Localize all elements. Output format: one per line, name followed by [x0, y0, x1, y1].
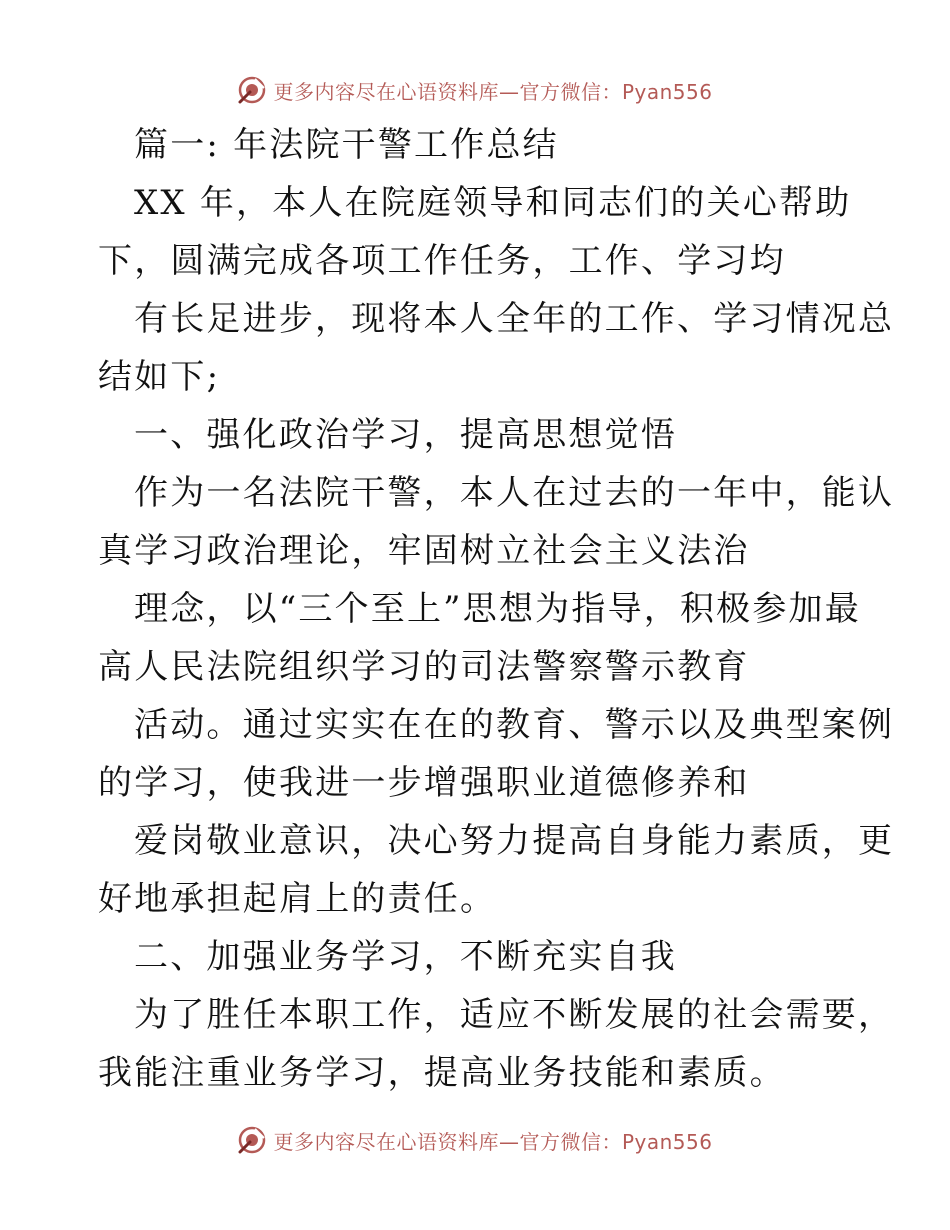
doc-title: 篇一: 年法院干警工作总结: [134, 125, 559, 165]
header-watermark: [0, 72, 950, 108]
pen-circle-logo-icon: [237, 75, 267, 105]
doc-line: XX 年，本人在院庭领导和同志们的关心帮助: [134, 183, 852, 223]
footer-watermark: [0, 1122, 950, 1158]
watermark-text: 更多内容尽在心语资料库—官方微信：Pyan556: [273, 1129, 713, 1154]
doc-line: 作为一名法院干警，本人在过去的一年中，能认: [134, 473, 895, 513]
section-heading-1: 一、强化政治学习，提高思想觉悟: [134, 415, 677, 455]
doc-line: 结如下;: [98, 357, 221, 397]
doc-line: 高人民法院组织学习的司法警察警示教育: [98, 647, 750, 687]
doc-line: 的学习，使我进一步增强职业道德修养和: [98, 763, 750, 803]
doc-line: 理念，以“三个至上”思想为指导，积极参加最: [134, 589, 861, 629]
doc-line: 好地承担起肩上的责任。: [98, 879, 497, 919]
doc-line: 爱岗敬业意识，决心努力提高自身能力素质，更: [134, 821, 895, 861]
doc-line: 为了胜任本职工作，适应不断发展的社会需要，: [134, 995, 895, 1035]
watermark-text: 更多内容尽在心语资料库—官方微信：Pyan556: [273, 79, 713, 104]
doc-line: 我能注重业务学习，提高业务技能和素质。: [98, 1053, 786, 1093]
doc-line: 下，圆满完成各项工作任务，工作、学习均: [98, 241, 786, 281]
doc-line: 活动。通过实实在在的教育、警示以及典型案例: [134, 705, 895, 745]
section-heading-2: 二、加强业务学习，不断充实自我: [134, 937, 677, 977]
pen-circle-logo-icon: [237, 1125, 267, 1155]
doc-line: 真学习政治理论，牢固树立社会主义法治: [98, 531, 750, 571]
doc-line: 有长足进步，现将本人全年的工作、学习情况总: [134, 299, 895, 339]
